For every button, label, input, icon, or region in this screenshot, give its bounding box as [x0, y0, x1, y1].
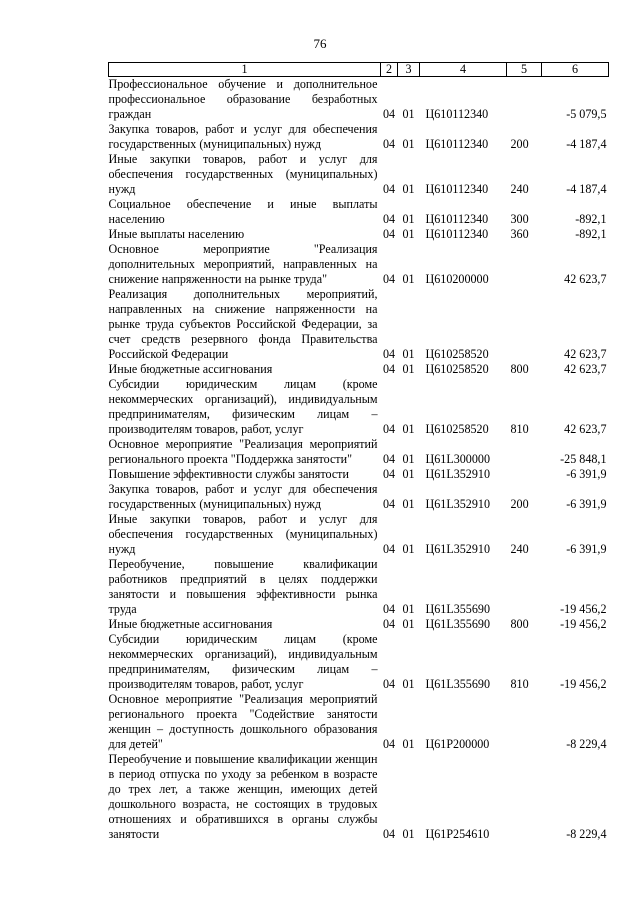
row-section: 04 — [382, 602, 396, 616]
table-row — [109, 77, 609, 123]
table-row — [109, 482, 609, 512]
header-col-3: 3 — [398, 63, 420, 77]
table-row — [109, 752, 609, 842]
row-name: Основное мероприятие "Реализация дополнительных мероприятий, направленных на снижение напряженности на рынке труда" — [108, 242, 378, 286]
row-subsection: 01 — [402, 542, 415, 556]
row-subsection: 01 — [402, 422, 415, 436]
row-subsection: 01 — [402, 827, 415, 841]
row-amount: -4 187,4 — [566, 137, 607, 151]
row-name: Социальное обеспечение и иные выплаты населению — [108, 197, 378, 226]
row-name: Переобучение и повышение квалификации женщин в период отпуска по уходу за ребенком в возрасте до трех лет, а также женщин, имеющих детей дошкольного возраста, не состоящих в трудовых отношениях и обратившихся в органы службы занятости — [108, 752, 378, 841]
page-number: 76 — [313, 36, 327, 51]
row-section: 04 — [382, 137, 396, 151]
table-row — [109, 692, 609, 752]
table-body — [109, 77, 609, 843]
row-name: Иные закупки товаров, работ и услуг для обеспечения государственных (муниципальных) нужд — [108, 512, 378, 556]
row-expense-type: 800 — [510, 362, 529, 376]
row-expense-type — [507, 752, 542, 842]
table-row — [109, 512, 609, 557]
row-section: 04 — [382, 212, 396, 226]
row-amount: 42 623,7 — [564, 272, 607, 286]
row-expense-type — [507, 557, 542, 617]
row-amount: 42 623,7 — [564, 362, 607, 376]
table-row — [109, 377, 609, 437]
row-amount: -8 229,4 — [566, 737, 607, 751]
row-target-article: Ц610112340 — [425, 227, 489, 241]
row-target-article: Ц61L355690 — [425, 602, 490, 616]
row-expense-type — [507, 287, 542, 362]
row-subsection: 01 — [402, 212, 415, 226]
header-col-5: 5 — [507, 63, 542, 77]
row-target-article: Ц610200000 — [425, 272, 489, 286]
table-row — [109, 632, 609, 692]
table-row — [109, 197, 609, 227]
row-section: 04 — [382, 452, 396, 466]
row-expense-type: 800 — [510, 617, 529, 631]
row-subsection: 01 — [402, 182, 415, 196]
row-subsection: 01 — [402, 737, 415, 751]
budget-table — [108, 62, 609, 842]
table-row — [109, 617, 609, 632]
row-subsection: 01 — [402, 347, 415, 361]
row-name: Переобучение, повышение квалификации работников предприятий в целях поддержки занятости и повышения эффективности рынка труда — [108, 557, 378, 616]
row-section: 04 — [382, 107, 396, 121]
row-amount: -892,1 — [575, 227, 607, 241]
header-col-1: 1 — [109, 63, 381, 77]
row-name: Основное мероприятие "Реализация мероприятий регионального проекта "Поддержка занятости" — [108, 437, 378, 466]
row-subsection: 01 — [402, 137, 415, 151]
row-target-article: Ц61L355690 — [425, 677, 490, 691]
row-section: 04 — [382, 347, 396, 361]
row-subsection: 01 — [402, 467, 415, 481]
row-amount: -6 391,9 — [566, 467, 607, 481]
row-target-article: Ц610258520 — [425, 362, 489, 376]
row-target-article: Ц610258520 — [425, 422, 489, 436]
row-subsection: 01 — [402, 497, 415, 511]
row-subsection: 01 — [402, 602, 415, 616]
row-amount: -8 229,4 — [566, 827, 607, 841]
row-subsection: 01 — [402, 452, 415, 466]
row-target-article: Ц610112340 — [425, 212, 489, 226]
table-row — [109, 362, 609, 377]
row-amount: 42 623,7 — [564, 422, 607, 436]
row-name: Иные выплаты населению — [108, 227, 245, 241]
row-expense-type — [507, 77, 542, 123]
table-row — [109, 467, 609, 482]
row-subsection: 01 — [402, 107, 415, 121]
row-subsection: 01 — [402, 617, 415, 631]
row-amount: -6 391,9 — [566, 542, 607, 556]
row-subsection: 01 — [402, 362, 415, 376]
row-section: 04 — [382, 272, 396, 286]
row-section: 04 — [382, 677, 396, 691]
table-header — [109, 63, 609, 77]
header-row — [109, 63, 609, 77]
row-expense-type: 200 — [510, 137, 529, 151]
row-name: Закупка товаров, работ и услуг для обеспечения государственных (муниципальных) нужд — [108, 122, 378, 151]
row-subsection: 01 — [402, 677, 415, 691]
row-name: Иные бюджетные ассигнования — [108, 617, 273, 631]
row-target-article: Ц61L355690 — [425, 617, 490, 631]
row-target-article: Ц610258520 — [425, 347, 489, 361]
header-col-6: 6 — [542, 63, 609, 77]
row-name: Реализация дополнительных мероприятий, направленных на снижение напряженности на рынке труда субъектов Российской Федерации, за счет средств резервного фонда Правительства Российской Федерации — [108, 287, 378, 361]
row-target-article: Ц61L352910 — [425, 497, 490, 511]
row-expense-type: 200 — [510, 497, 529, 511]
row-expense-type: 240 — [510, 182, 529, 196]
row-target-article: Ц61L300000 — [425, 452, 490, 466]
row-subsection: 01 — [402, 227, 415, 241]
row-section: 04 — [382, 497, 396, 511]
row-section: 04 — [382, 467, 396, 481]
row-amount: -4 187,4 — [566, 182, 607, 196]
row-name: Основное мероприятие "Реализация мероприятий регионального проекта "Содействие занятости женщин – доступность дошкольного образования для детей" — [108, 692, 378, 751]
row-expense-type: 360 — [510, 227, 529, 241]
row-expense-type — [507, 437, 542, 467]
row-name: Субсидии юридическим лицам (кроме некоммерческих организаций), индивидуальным предпринимателям, физическим лицам – производителям товаров, работ, услуг — [108, 377, 378, 436]
table-row — [109, 287, 609, 362]
header-col-2: 2 — [381, 63, 398, 77]
row-name: Повышение эффективности службы занятости — [108, 467, 349, 481]
table-row — [109, 152, 609, 197]
row-amount: -6 391,9 — [566, 497, 607, 511]
row-name: Профессиональное обучение и дополнительное профессиональное образование безработных граждан — [108, 77, 378, 121]
row-target-article: Ц610112340 — [425, 137, 489, 151]
table-row — [109, 122, 609, 152]
row-expense-type — [507, 242, 542, 287]
row-expense-type — [507, 692, 542, 752]
row-expense-type: 810 — [510, 677, 529, 691]
row-target-article: Ц610112340 — [425, 107, 489, 121]
row-section: 04 — [382, 617, 396, 631]
row-section: 04 — [382, 542, 396, 556]
row-amount: -5 079,5 — [566, 107, 607, 121]
table-row — [109, 557, 609, 617]
row-name: Иные бюджетные ассигнования — [108, 362, 273, 376]
row-expense-type: 810 — [510, 422, 529, 436]
row-expense-type: 240 — [510, 542, 529, 556]
row-name: Субсидии юридическим лицам (кроме некоммерческих организаций), индивидуальным предпринимателям, физическим лицам – производителям товаров, работ, услуг — [108, 632, 378, 691]
row-section: 04 — [382, 737, 396, 751]
row-amount: -25 848,1 — [560, 452, 607, 466]
row-target-article: Ц61L352910 — [425, 542, 490, 556]
row-amount: -19 456,2 — [560, 602, 607, 616]
table-row — [109, 242, 609, 287]
row-expense-type: 300 — [510, 212, 529, 226]
row-target-article: Ц61L352910 — [425, 467, 490, 481]
row-amount: -892,1 — [575, 212, 607, 226]
row-section: 04 — [382, 227, 396, 241]
row-amount: 42 623,7 — [564, 347, 607, 361]
row-section: 04 — [382, 827, 396, 841]
row-section: 04 — [382, 362, 396, 376]
row-subsection: 01 — [402, 272, 415, 286]
row-amount: -19 456,2 — [560, 617, 607, 631]
row-name: Иные закупки товаров, работ и услуг для обеспечения государственных (муниципальных) нужд — [108, 152, 378, 196]
row-target-article: Ц61P200000 — [425, 737, 490, 751]
row-section: 04 — [382, 182, 396, 196]
row-target-article: Ц61P254610 — [425, 827, 490, 841]
header-col-4: 4 — [420, 63, 507, 77]
row-target-article: Ц610112340 — [425, 182, 489, 196]
row-expense-type — [507, 467, 542, 482]
row-amount: -19 456,2 — [560, 677, 607, 691]
table-row — [109, 437, 609, 467]
row-section: 04 — [382, 422, 396, 436]
table-row — [109, 227, 609, 242]
row-name: Закупка товаров, работ и услуг для обеспечения государственных (муниципальных) нужд — [108, 482, 378, 511]
